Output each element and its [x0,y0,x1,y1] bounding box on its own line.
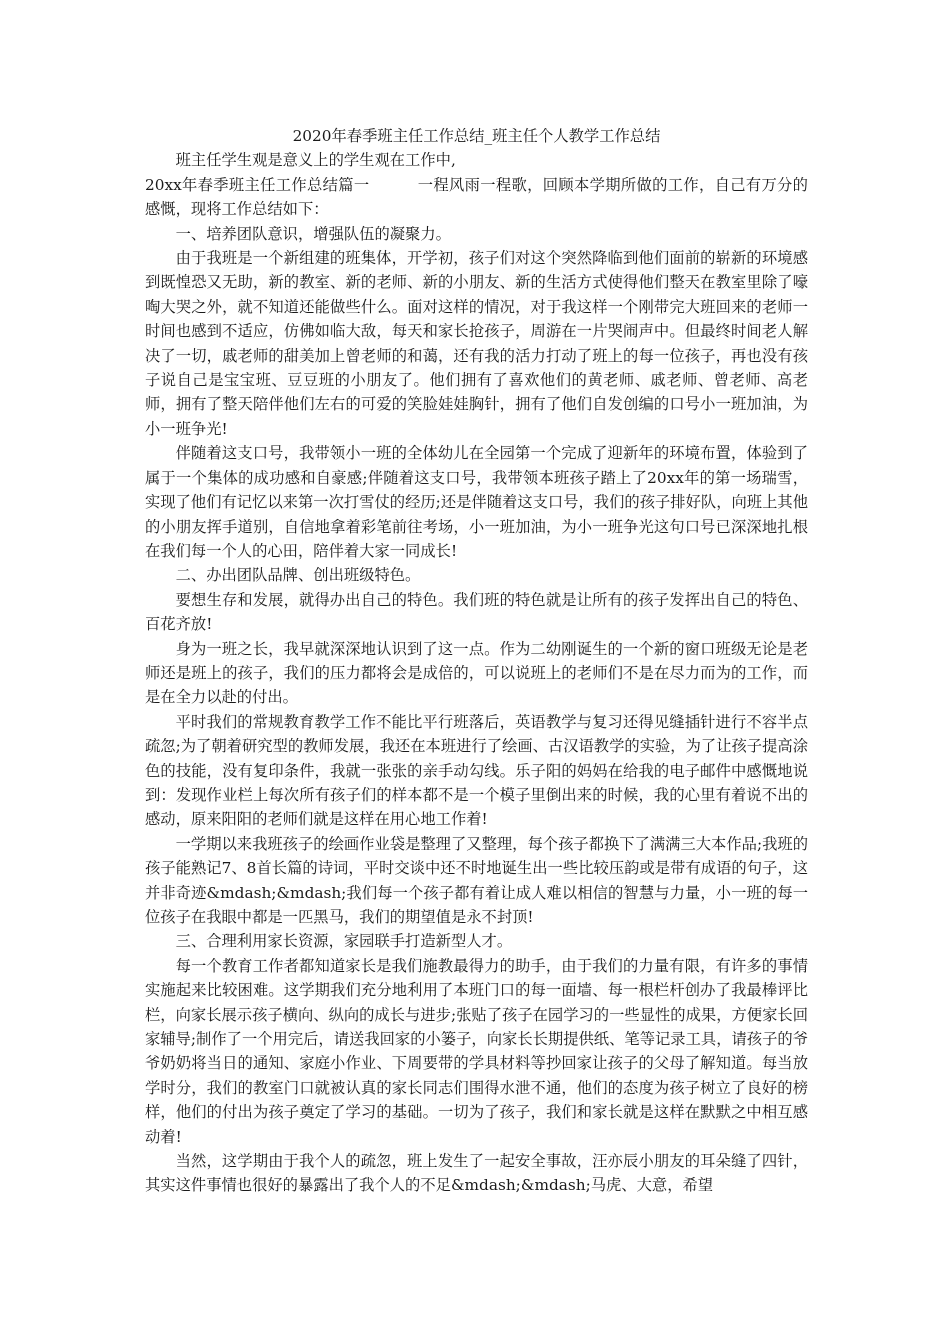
paragraph: 由于我班是一个新组建的班集体，开学初，孩子们对这个突然降临到他们面前的崭新的环境感到既惶恐又无助，新的教室、新的老师、新的小朋友、新的生活方式使得他们整天在教室里除了嚎啕大哭之外，就不知道还能做些什么。面对这样的情况，对于我这样一个刚带完大班回来的老师一时间也感到不适应，仿佛如临大敌，每天和家长抢孩子，周游在一片哭闹声中。但最终时间老人解决了一切，戚老师的甜美加上曾老师的和蔼，还有我的活力打动了班上的每一位孩子，再也没有孩子说自己是宝宝班、豆豆班的小朋友了。他们拥有了喜欢他们的黄老师、戚老师、曾老师、高老师，拥有了整天陪伴他们左右的可爱的笑脸娃娃胸针，拥有了他们自发创编的口号小一班加油，为小一班争光! [145,249,808,438]
document-page [145,124,808,1198]
paragraph: 一学期以来我班孩子的绘画作业袋是整理了又整理，每个孩子都换下了满满三大本作品;我班的孩子能熟记7、8首长篇的诗词，平时交谈中还不时地诞生出一些比较压韵或是带有成语的句子，这并非奇迹&mdash;&mdash;我们每一个孩子都有着让成人难以相信的智慧与力量，小一班的每一位孩子在我眼中都是一匹黑马，我们的期望值是永不封顶! [145,834,808,926]
intro-body: 一程风雨一程歌，回顾本学期所做的工作，自己有万分的感慨，现将工作总结如下： [145,175,808,219]
paragraph: 伴随着这支口号，我带领小一班的全体幼儿在全园第一个完成了迎新年的环境布置，体验到了属于一个集体的成功感和自豪感;伴随着这支口号，我带领本班孩子踏上了20xx年的第一场瑞雪，实现了他们有记忆以来第一次打雪仗的经历;还是伴随着这支口号，我们的孩子排好队，向班上其他的小朋友挥手道别，自信地拿着彩笔前往考场，小一班加油，为小一班争光这句口号已深深地扎根在我们每一个人的心田，陪伴着大家一同成长! [145,444,808,560]
intro-paragraph [145,173,808,222]
document-title: 2020年春季班主任工作总结_班主任个人教学工作总结 [292,127,661,145]
paragraph: 要想生存和发展，就得办出自己的特色。我们班的特色就是让所有的孩子发挥出自己的特色、百花齐放! [145,590,808,634]
section-heading-1: 一、培养团队意识，增强队伍的凝聚力。 [175,224,451,243]
paragraph: 平时我们的常规教育教学工作不能比平行班落后，英语教学与复习还得见缝插针进行不容半点疏忽;为了朝着研究型的教师发展，我还在本班进行了绘画、古汉语教学的实验，为了让孩子提高涂色的技能，没有复印条件，我就一张张的亲手动勾线。乐子阳的妈妈在给我的电子邮件中感慨地说到：发现作业栏上每次所有孩子们的样本都不是一个模子里倒出来的时候，我的心里有着说不出的感动，原来阳阳的老师们就是这样在用心地工作着! [145,712,808,829]
paragraph: 身为一班之长，我早就深深地认识到了这一点。作为二幼刚诞生的一个新的窗口班级无论是老师还是班上的孩子，我们的压力都将会是成倍的，可以说班上的老师们不是在尽力而为的工作，而是在全力以赴的付出。 [145,639,808,707]
paragraph: 当然，这学期由于我个人的疏忽，班上发生了一起安全事故，汪亦辰小朋友的耳朵缝了四针，其实这件事情也很好的暴露出了我个人的不足&mdash;&mdash;马虎、大意，希望 [145,1152,808,1195]
subtitle-line: 班主任学生观是意义上的学生观在工作中, [175,151,456,170]
intro-heading: 20xx年春季班主任工作总结篇一 [145,175,370,194]
section-heading-3: 三、合理利用家长资源，家园联手打造新型人才。 [175,932,513,951]
paragraph: 每一个教育工作者都知道家长是我们施教最得力的助手，由于我们的力量有限，有许多的事情实施起来比较困难。这学期我们充分地利用了本班门口的每一面墙、每一根栏杆创办了我最棒评比栏，向家长展示孩子横向、纵向的成长与进步;张贴了孩子在园学习的一些显性的成果，方便家长回家辅导;制作了一个用完后，请送我回家的小篓子，向家长长期提供纸、笔等记录工具，请孩子的爷爷奶奶将当日的通知、家庭小作业、下周要带的学具材料等抄回家让孩子的父母了解知道。每当放学时分，我们的教室门口就被认真的家长同志们围得水泄不通，他们的态度为孩子树立了良好的榜样，他们的付出为孩子奠定了学习的基础。一切为了孩子，我们和家长就是这样在默默之中相互感动着! [145,956,808,1146]
section-heading-2: 二、办出团队品牌、创出班级特色。 [175,566,421,585]
